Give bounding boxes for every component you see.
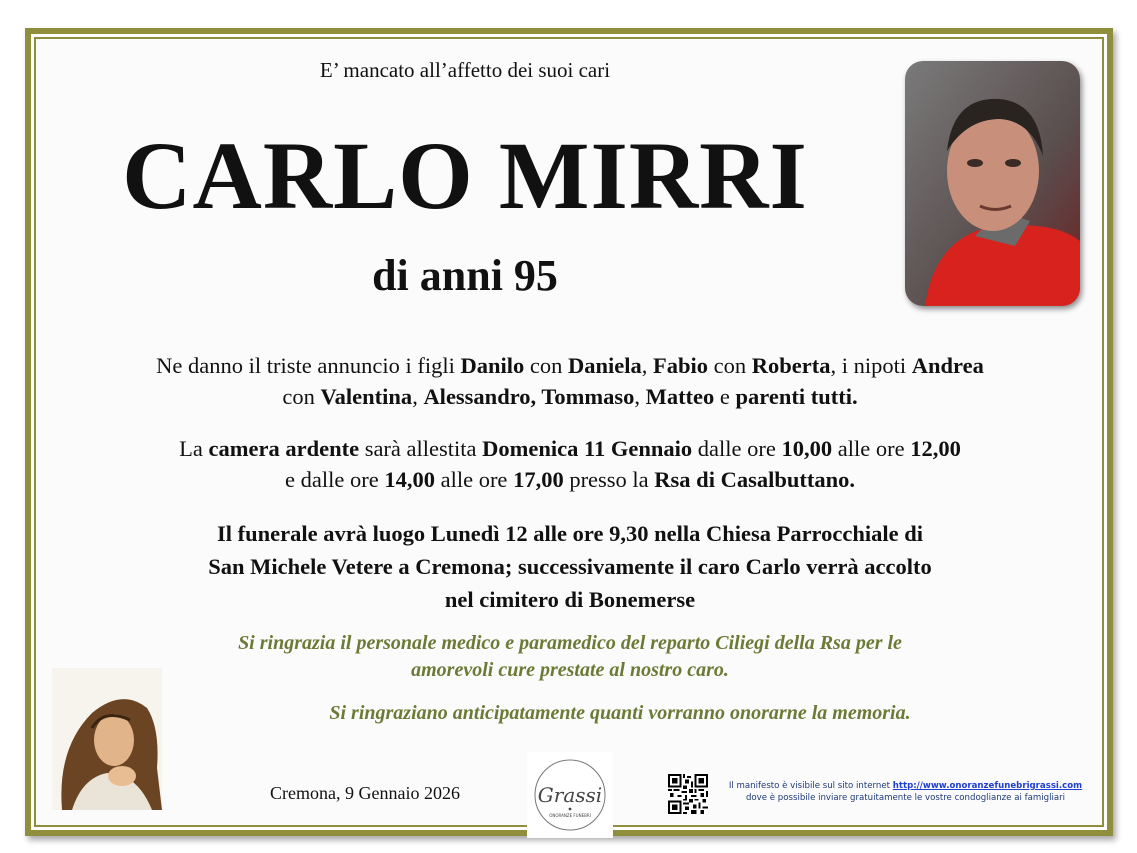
intro-text: E’ mancato all’affetto dei suoi cari (319, 58, 611, 82)
funeral-paragraph: Il funerale avrà luogo Lunedì 12 alle ore 9,30 nella Chiesa Parrocchiale di San Michele Vetere a Cremona; successivamente il caro Carlo verrà accolto nel cimitero di Bonemerse (208, 521, 932, 612)
child-name: Fabio (652, 353, 708, 378)
grandchild-name: Matteo (645, 384, 715, 409)
grandchild-name: Valentina (320, 384, 413, 409)
qr-code-icon (668, 774, 708, 814)
praying-figure-icon (52, 668, 162, 810)
wake-date: Domenica 11 Gennaio (482, 436, 693, 461)
child-spouse-name: Roberta (751, 353, 831, 378)
date-place: Cremona, 9 Gennaio 2026 (270, 783, 460, 803)
wake-location: Rsa di Casalbuttano. (654, 467, 855, 492)
portrait-image (905, 61, 1080, 306)
qr-code[interactable] (668, 774, 708, 814)
website-link[interactable]: http://www.onoranzefunebrigrassi.com (892, 781, 1083, 791)
grassi-logo-icon (527, 752, 613, 838)
thanks-staff: Si ringrazia il personale medico e paramedico del reparto Ciliegi della Rsa per le amorevoli cure prestate al nostro caro. (238, 632, 902, 681)
announcement-paragraph: Ne danno il triste annuncio i figli Danilo con Daniela, Fabio con Roberta, i nipoti Andrea con Valentina, Alessandro, Tommaso, Matteo e parenti tutti. (156, 353, 984, 409)
deceased-age: di anni 95 (372, 251, 558, 300)
child-spouse-name: Daniela (567, 353, 642, 378)
funeral-home-logo (527, 752, 613, 838)
portrait-photo (905, 61, 1080, 306)
thanks-memorial: Si ringraziano anticipatamente quanti vorranno onorarne la memoria. (329, 702, 911, 724)
grandchild-names: Alessandro, Tommaso (423, 384, 635, 409)
svg-text:ONORANZE FUNEBRI: ONORANZE FUNEBRI (549, 813, 591, 818)
grandchild-name: Andrea (911, 353, 984, 378)
deceased-name: CARLO MIRRI (122, 122, 808, 229)
website-note: Il manifesto è visibile sul sito internet http://www.onoranzefunebrigrassi.com dove è possibile inviare gratuitamente le vostre condoglianze ai famigliari (728, 781, 1083, 803)
relatives-text: parenti tutti. (735, 384, 858, 409)
child-name: Danilo (460, 353, 525, 378)
svg-text:Grassi: Grassi (537, 783, 603, 807)
wake-paragraph: La camera ardente sarà allestita Domenica 11 Gennaio dalle ore 10,00 alle ore 12,00 e dalle ore 14,00 alle ore 17,00 presso la Rsa di Casalbuttano. (179, 436, 961, 492)
praying-jesus-image (52, 668, 162, 810)
